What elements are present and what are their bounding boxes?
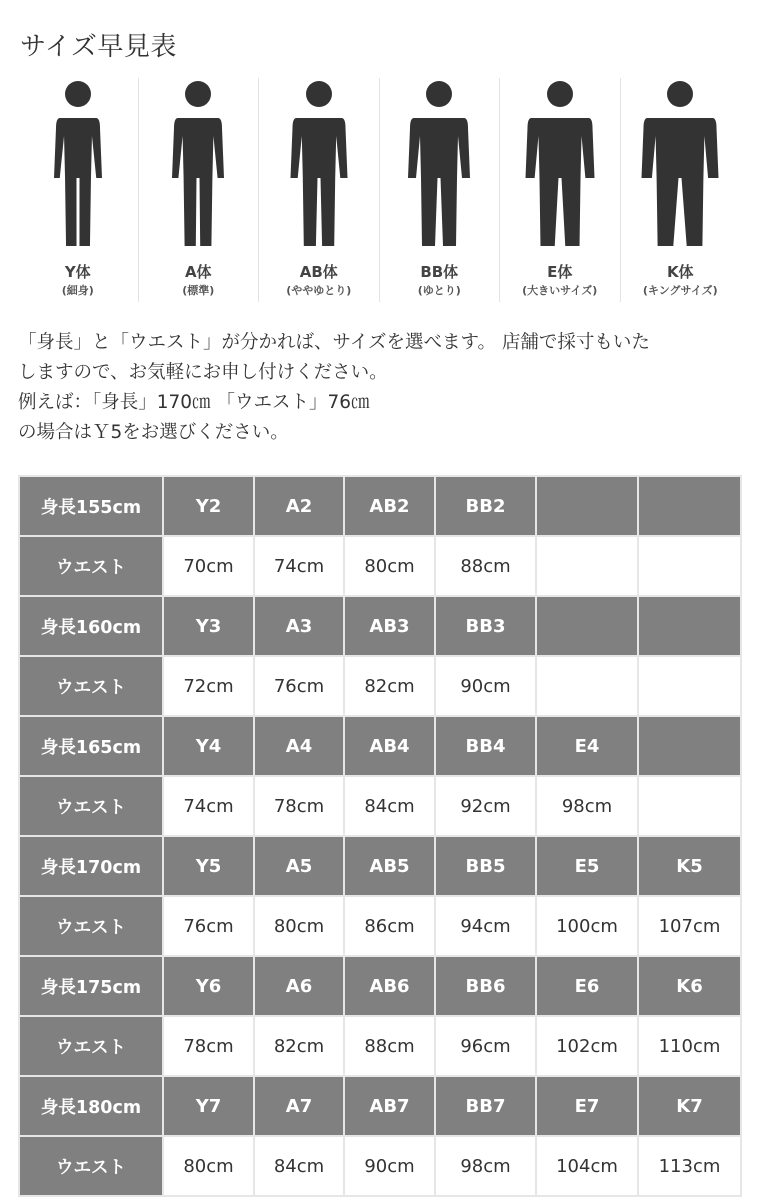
waist-row-170 (19, 896, 741, 956)
body-type-desc: (ゆとり) (417, 284, 461, 297)
waist-row-155 (19, 536, 741, 596)
waist-cell: 74cm (163, 776, 254, 836)
loose-figure-icon (389, 78, 489, 256)
height-row-160 (19, 596, 741, 656)
size-cell: Y7 (163, 1076, 254, 1136)
size-cell: E5 (536, 836, 638, 896)
size-cell: E6 (536, 956, 638, 1016)
body-type-e (500, 78, 621, 302)
body-type-desc: (標準) (182, 284, 215, 297)
waist-cell: 70cm (163, 536, 254, 596)
king-figure-icon (630, 78, 730, 256)
body-type-k (621, 78, 741, 302)
slightly-loose-figure-icon (269, 78, 369, 256)
waist-cell: 94cm (435, 896, 536, 956)
size-cell (638, 476, 741, 536)
size-cell: AB4 (344, 716, 435, 776)
waist-cell: 102cm (536, 1016, 638, 1076)
size-cell: BB4 (435, 716, 536, 776)
description-line: 例えば：「身長」170㎝ 「ウエスト」76㎝ (18, 392, 370, 413)
waist-cell: 88cm (435, 536, 536, 596)
waist-cell: 78cm (163, 1016, 254, 1076)
body-type-name: AB体 (299, 263, 338, 281)
body-type-desc: (キングサイズ) (642, 284, 718, 297)
body-type-name: Y体 (64, 263, 91, 281)
waist-cell: 80cm (254, 896, 344, 956)
waist-row-180 (19, 1136, 741, 1196)
description-line: の場合はＹ5をお選びください。 (18, 422, 289, 443)
size-cell: BB3 (435, 596, 536, 656)
height-label: 身長160cm (19, 596, 163, 656)
waist-cell: 90cm (344, 1136, 435, 1196)
height-label: 身長155cm (19, 476, 163, 536)
height-label: 身長175cm (19, 956, 163, 1016)
waist-cell (536, 536, 638, 596)
waist-cell: 98cm (435, 1136, 536, 1196)
waist-cell: 96cm (435, 1016, 536, 1076)
size-cell: E7 (536, 1076, 638, 1136)
size-guide-description (18, 328, 748, 448)
size-cell: AB3 (344, 596, 435, 656)
size-cell: Y6 (163, 956, 254, 1016)
body-type-ab (259, 78, 380, 302)
waist-cell: 86cm (344, 896, 435, 956)
waist-cell: 76cm (163, 896, 254, 956)
size-cell: A6 (254, 956, 344, 1016)
body-type-name: K体 (666, 263, 694, 281)
body-type-desc: (大きいサイズ) (522, 284, 598, 297)
waist-cell: 84cm (254, 1136, 344, 1196)
waist-cell (638, 536, 741, 596)
waist-cell: 90cm (435, 656, 536, 716)
waist-cell: 104cm (536, 1136, 638, 1196)
size-cell: A2 (254, 476, 344, 536)
waist-cell: 82cm (344, 656, 435, 716)
slim-figure-icon (28, 78, 128, 256)
size-cell: AB5 (344, 836, 435, 896)
size-cell: A3 (254, 596, 344, 656)
waist-label: ウエスト (19, 896, 163, 956)
waist-cell (536, 656, 638, 716)
height-label: 身長170cm (19, 836, 163, 896)
waist-cell: 84cm (344, 776, 435, 836)
waist-row-175 (19, 1016, 741, 1076)
body-type-y (18, 78, 139, 302)
size-cell: A5 (254, 836, 344, 896)
size-cell: E4 (536, 716, 638, 776)
body-type-name: E体 (547, 263, 573, 281)
size-cell (638, 596, 741, 656)
waist-cell: 80cm (163, 1136, 254, 1196)
waist-cell: 72cm (163, 656, 254, 716)
standard-figure-icon (148, 78, 248, 256)
height-label: 身長180cm (19, 1076, 163, 1136)
waist-cell: 113cm (638, 1136, 741, 1196)
waist-label: ウエスト (19, 1016, 163, 1076)
size-cell (638, 716, 741, 776)
waist-cell: 88cm (344, 1016, 435, 1076)
size-cell: K5 (638, 836, 741, 896)
size-cell: A7 (254, 1076, 344, 1136)
body-type-name: A体 (184, 263, 212, 281)
waist-cell: 82cm (254, 1016, 344, 1076)
waist-cell: 98cm (536, 776, 638, 836)
size-cell: Y5 (163, 836, 254, 896)
waist-row-160 (19, 656, 741, 716)
size-cell: BB2 (435, 476, 536, 536)
waist-cell (638, 656, 741, 716)
waist-cell: 80cm (344, 536, 435, 596)
body-type-a (139, 78, 260, 302)
body-type-chart (18, 78, 740, 302)
waist-label: ウエスト (19, 536, 163, 596)
waist-cell: 110cm (638, 1016, 741, 1076)
size-cell: A4 (254, 716, 344, 776)
height-row-180 (19, 1076, 741, 1136)
size-cell: AB6 (344, 956, 435, 1016)
size-cell: Y4 (163, 716, 254, 776)
waist-cell: 74cm (254, 536, 344, 596)
page-title: サイズ早見表 (20, 32, 177, 62)
height-row-170 (19, 836, 741, 896)
waist-label: ウエスト (19, 776, 163, 836)
description-line: しますので、お気軽にお申し付けください。 (18, 362, 388, 383)
size-cell (536, 596, 638, 656)
height-row-155 (19, 476, 741, 536)
waist-cell: 100cm (536, 896, 638, 956)
description-line: 「身長」と「ウエスト」が分かれば、サイズを選べます。 店舗で採寸もいた (18, 332, 650, 353)
body-type-name: BB体 (420, 263, 459, 281)
size-cell: AB2 (344, 476, 435, 536)
size-cell (536, 476, 638, 536)
size-cell: AB7 (344, 1076, 435, 1136)
body-type-desc: (ややゆとり) (286, 284, 352, 297)
waist-label: ウエスト (19, 656, 163, 716)
size-cell: BB5 (435, 836, 536, 896)
body-type-bb (380, 78, 501, 302)
size-cell: K7 (638, 1076, 741, 1136)
waist-cell: 76cm (254, 656, 344, 716)
waist-cell (638, 776, 741, 836)
waist-label: ウエスト (19, 1136, 163, 1196)
size-cell: BB6 (435, 956, 536, 1016)
waist-row-165 (19, 776, 741, 836)
size-cell: K6 (638, 956, 741, 1016)
height-label: 身長165cm (19, 716, 163, 776)
waist-cell: 78cm (254, 776, 344, 836)
height-row-175 (19, 956, 741, 1016)
waist-cell: 92cm (435, 776, 536, 836)
size-table (18, 475, 742, 1197)
height-row-165 (19, 716, 741, 776)
body-type-desc: (細身) (61, 284, 94, 297)
waist-cell: 107cm (638, 896, 741, 956)
large-figure-icon (510, 78, 610, 256)
size-cell: BB7 (435, 1076, 536, 1136)
size-cell: Y2 (163, 476, 254, 536)
size-cell: Y3 (163, 596, 254, 656)
